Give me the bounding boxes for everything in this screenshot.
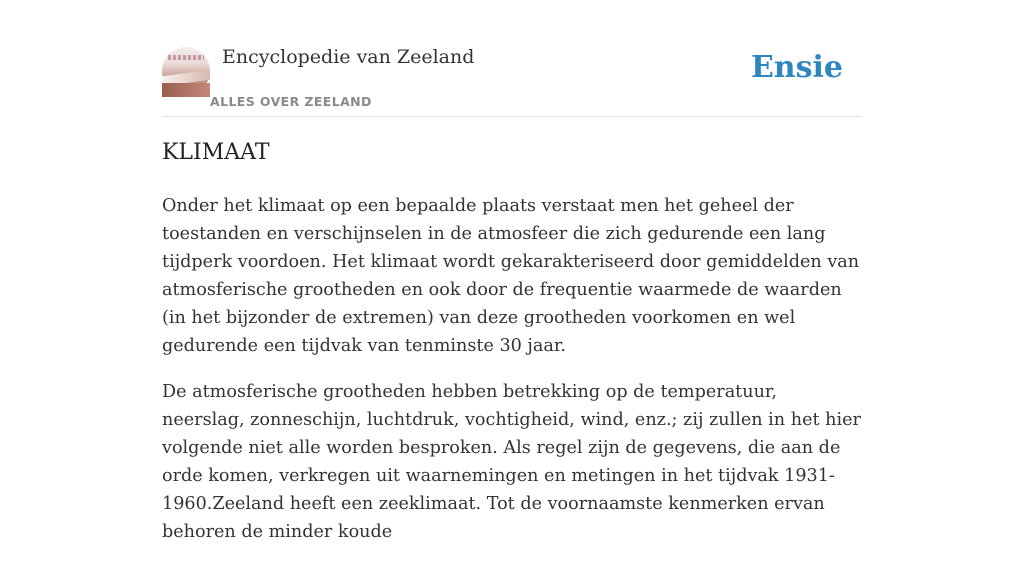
content-container bbox=[162, 0, 862, 542]
site-avatar[interactable] bbox=[162, 47, 210, 95]
brand-logo-link[interactable]: Ensie bbox=[750, 50, 843, 85]
article-paragraph: De atmosferische grootheden hebben betrekking op de temperatuur, neerslag, zonneschijn, luchtdruk, vochtigheid, wind, enz.; zij zullen in het hier volgende niet alle worden besproken. Als regel zijn de gegevens, die aan de orde komen, verkregen uit waarnemingen en metingen in het tijdvak 1931-1960.Zeeland heeft een zeeklimaat. Tot de voornaamste kenmerken ervan behoren de minder koude bbox=[162, 382, 861, 542]
site-header bbox=[162, 0, 862, 117]
article-paragraph: Onder het klimaat op een bepaalde plaats verstaat men het geheel der toestanden en verschijnselen in de atmosfeer die zich gedurende een lang tijdperk voordoen. Het klimaat wordt gekarakteriseerd door gemiddelden van atmosferische grootheden en ook door de frequentie waarmede de waarden (in het bijzonder de extremen) van deze grootheden voorkomen en wel gedurende een tijdvak van tenminste 30 jaar. bbox=[162, 196, 860, 356]
article-body bbox=[162, 192, 862, 564]
article-title: KLIMAAT bbox=[162, 140, 270, 165]
avatar-detail bbox=[162, 83, 210, 97]
avatar-detail bbox=[168, 55, 204, 60]
site-subtitle: ALLES OVER ZEELAND bbox=[210, 94, 372, 109]
site-title[interactable]: Encyclopedie van Zeeland bbox=[222, 46, 475, 68]
